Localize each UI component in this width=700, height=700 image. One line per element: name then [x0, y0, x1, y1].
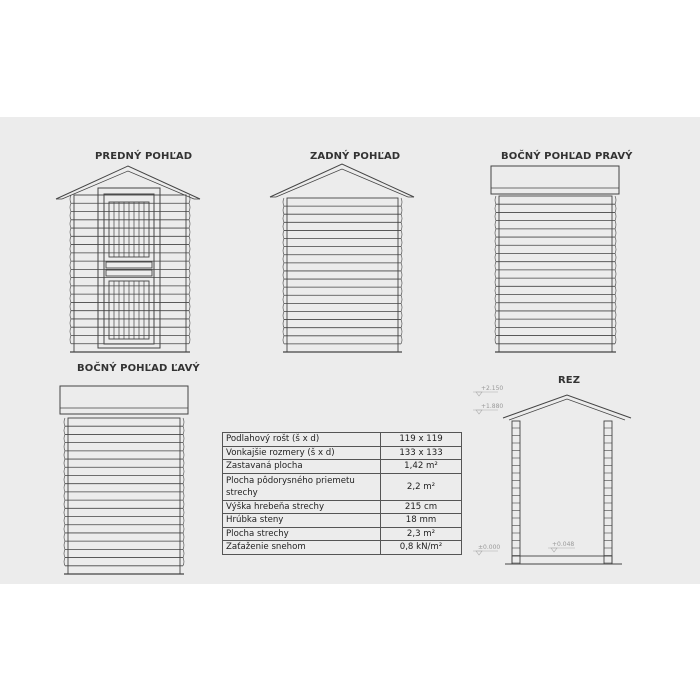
log-end [283, 271, 284, 279]
table-row [223, 514, 462, 528]
front-elevation [56, 166, 200, 352]
section-view-title: REZ [558, 375, 581, 386]
section-wall-left [512, 421, 520, 564]
log-end [183, 459, 184, 467]
log-end [70, 294, 71, 302]
front-wall [74, 195, 186, 352]
spec-value: 215 cm [381, 500, 462, 514]
log-end [495, 336, 496, 344]
log-end [283, 206, 284, 214]
log-end [183, 517, 184, 525]
log-end [64, 525, 65, 533]
log-end [64, 443, 65, 451]
log-end [183, 558, 184, 566]
log-end [495, 196, 496, 204]
log-end [283, 320, 284, 328]
level-floor: ±0.000 [478, 544, 501, 551]
spec-value: 1,42 m² [381, 460, 462, 474]
log-end [64, 517, 65, 525]
log-end [615, 196, 616, 204]
section-roof [503, 395, 631, 418]
log-end [495, 327, 496, 335]
left-side-elevation [60, 386, 188, 574]
log-end [70, 335, 71, 343]
log-end [189, 269, 190, 277]
log-end [615, 311, 616, 319]
log-end [64, 549, 65, 557]
log-end [401, 239, 402, 247]
log-end [189, 195, 190, 203]
log-end [401, 214, 402, 222]
log-end [183, 508, 184, 516]
log-end [401, 287, 402, 295]
log-end [495, 311, 496, 319]
log-end [189, 278, 190, 286]
log-end [70, 220, 71, 228]
roof-side [60, 386, 188, 414]
log-end [70, 245, 71, 253]
back-view-title: ZADNÝ POHĽAD [310, 151, 401, 162]
spec-label: Hrúbka steny [223, 514, 381, 528]
spec-value: 0,8 kN/m² [381, 541, 462, 555]
log-end [183, 500, 184, 508]
log-end [189, 220, 190, 228]
log-end [189, 236, 190, 244]
log-end [615, 319, 616, 327]
log-end [401, 303, 402, 311]
front-view-title: PREDNÝ POHĽAD [95, 151, 193, 162]
log-end [401, 263, 402, 271]
table-row [223, 541, 462, 555]
log-end [70, 195, 71, 203]
inner-floor-marker-triangle [551, 548, 557, 552]
door-rail [106, 262, 152, 268]
log-end [283, 255, 284, 263]
log-end [283, 214, 284, 222]
log-end [615, 221, 616, 229]
log-end [401, 222, 402, 230]
log-end [70, 228, 71, 236]
table-row [223, 473, 462, 500]
table-row [223, 500, 462, 514]
log-end [615, 336, 616, 344]
log-end [495, 295, 496, 303]
log-end [183, 434, 184, 442]
log-end [189, 261, 190, 269]
log-end [401, 271, 402, 279]
log-end [70, 203, 71, 211]
eave-marker-triangle [476, 410, 482, 414]
log-end [183, 443, 184, 451]
log-end [283, 230, 284, 238]
log-end [64, 541, 65, 549]
log-end [401, 255, 402, 263]
spec-value: 133 x 133 [381, 446, 462, 460]
log-end [401, 198, 402, 206]
log-end [495, 262, 496, 270]
spec-label: Podlahový rošt (š x d) [223, 433, 381, 447]
log-end [615, 278, 616, 286]
log-end [70, 311, 71, 319]
log-end [615, 253, 616, 261]
log-end [70, 261, 71, 269]
log-end [283, 239, 284, 247]
level-inner: +0.048 [552, 541, 575, 548]
log-end [64, 418, 65, 426]
log-end [189, 327, 190, 335]
log-end [70, 212, 71, 220]
log-end [495, 278, 496, 286]
right-wall [499, 196, 612, 352]
log-end [64, 426, 65, 434]
log-end [615, 229, 616, 237]
log-end [189, 302, 190, 310]
log-end [495, 204, 496, 212]
log-end [495, 303, 496, 311]
log-end [64, 451, 65, 459]
log-end [283, 311, 284, 319]
log-end [70, 286, 71, 294]
log-end [615, 262, 616, 270]
spec-value: 119 x 119 [381, 433, 462, 447]
log-end [189, 245, 190, 253]
section-view [473, 385, 631, 564]
log-end [615, 303, 616, 311]
log-end [183, 426, 184, 434]
log-end [283, 198, 284, 206]
log-end [401, 311, 402, 319]
log-end [64, 533, 65, 541]
level-eave: +1.880 [481, 403, 504, 410]
log-end [401, 295, 402, 303]
log-end [495, 245, 496, 253]
log-end [183, 549, 184, 557]
log-end [64, 475, 65, 483]
log-end [283, 247, 284, 255]
roof-fascia [276, 169, 408, 197]
log-end [183, 533, 184, 541]
log-end [615, 327, 616, 335]
section-wall-right [604, 421, 612, 564]
log-end [189, 311, 190, 319]
back-elevation [270, 164, 414, 352]
spec-label: Plocha pôdorysného priemetu strechy [223, 473, 381, 500]
log-end [183, 475, 184, 483]
log-end [189, 253, 190, 261]
log-end [615, 286, 616, 294]
log-end [495, 229, 496, 237]
log-end [283, 303, 284, 311]
log-end [64, 484, 65, 492]
roof-side [491, 166, 619, 194]
section-floor [512, 556, 612, 564]
log-end [283, 263, 284, 271]
left-wall [68, 418, 180, 574]
table-row [223, 433, 462, 447]
log-end [283, 328, 284, 336]
log-end [70, 278, 71, 286]
spec-table [222, 432, 462, 555]
log-end [495, 237, 496, 245]
log-end [189, 228, 190, 236]
log-end [183, 525, 184, 533]
log-end [401, 328, 402, 336]
log-end [615, 204, 616, 212]
door-rail [106, 270, 152, 276]
log-end [401, 247, 402, 255]
log-end [615, 270, 616, 278]
table-row [223, 446, 462, 460]
log-end [401, 336, 402, 344]
log-end [64, 434, 65, 442]
log-end [183, 467, 184, 475]
right-side-elevation [491, 166, 619, 352]
left-view-title: BOČNÝ POHĽAD ĽAVÝ [77, 363, 200, 374]
log-end [64, 558, 65, 566]
log-end [283, 279, 284, 287]
log-end [615, 295, 616, 303]
log-end [495, 212, 496, 220]
log-end [283, 336, 284, 344]
log-end [189, 286, 190, 294]
log-end [183, 484, 184, 492]
spec-label: Zaťaženie snehom [223, 541, 381, 555]
log-end [495, 319, 496, 327]
spec-value: 2,2 m² [381, 473, 462, 500]
log-end [189, 212, 190, 220]
log-end [183, 451, 184, 459]
spec-label: Plocha strechy [223, 527, 381, 541]
spec-value: 18 mm [381, 514, 462, 528]
log-end [64, 508, 65, 516]
log-end [401, 320, 402, 328]
log-end [495, 286, 496, 294]
floor-marker-triangle [476, 551, 482, 555]
log-end [401, 230, 402, 238]
log-end [189, 319, 190, 327]
log-end [183, 492, 184, 500]
right-view-title: BOČNÝ POHĽAD PRAVÝ [501, 151, 633, 162]
table-row [223, 527, 462, 541]
log-end [64, 467, 65, 475]
spec-label: Výška hrebeňa strechy [223, 500, 381, 514]
log-end [283, 295, 284, 303]
log-end [64, 492, 65, 500]
log-end [615, 237, 616, 245]
log-end [401, 206, 402, 214]
log-end [70, 236, 71, 244]
log-end [189, 203, 190, 211]
log-end [64, 500, 65, 508]
log-end [495, 253, 496, 261]
log-end [189, 335, 190, 343]
log-end [283, 287, 284, 295]
log-end [495, 270, 496, 278]
level-ridge: +2.150 [481, 385, 504, 392]
back-wall [287, 198, 398, 352]
log-end [183, 418, 184, 426]
spec-value: 2,3 m² [381, 527, 462, 541]
log-end [183, 541, 184, 549]
log-end [70, 302, 71, 310]
log-end [70, 327, 71, 335]
log-end [495, 221, 496, 229]
log-end [64, 459, 65, 467]
log-end [615, 245, 616, 253]
log-end [615, 212, 616, 220]
log-end [70, 253, 71, 261]
ridge-marker-triangle [476, 392, 482, 396]
log-end [70, 269, 71, 277]
spec-label: Zastavaná plocha [223, 460, 381, 474]
log-end [401, 279, 402, 287]
log-end [283, 222, 284, 230]
table-row [223, 460, 462, 474]
spec-label: Vonkajšie rozmery (š x d) [223, 446, 381, 460]
log-end [70, 319, 71, 327]
log-end [189, 294, 190, 302]
